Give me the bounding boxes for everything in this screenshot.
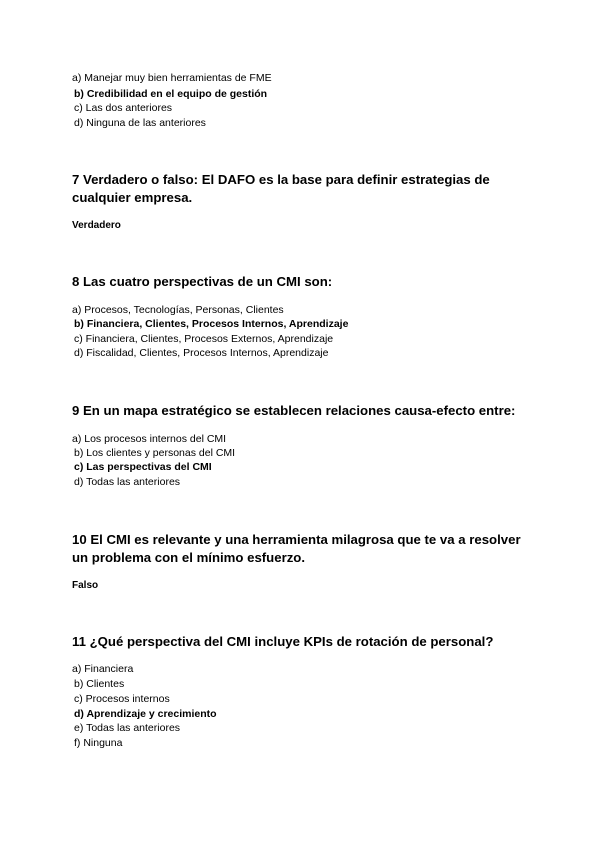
option-b: b) Los clientes y personas del CMI: [74, 447, 236, 459]
option-d: d) Ninguna de las anteriores: [74, 117, 206, 129]
option-b-correct: b) Credibilidad en el equipo de gestión: [74, 88, 268, 100]
question-9: 9 En un mapa estratégico se establecen relaciones causa-efecto entre:: [72, 403, 516, 418]
option-c: c) Financiera, Clientes, Procesos Externos, Aprendizaje: [74, 333, 334, 345]
option-b-correct: b) Financiera, Clientes, Procesos Internos, Aprendizaje: [74, 318, 349, 330]
option-d-correct: d) Aprendizaje y crecimiento: [74, 708, 217, 720]
option-e: e) Todas las anteriores: [74, 722, 181, 734]
option-a: a) Financiera: [72, 663, 134, 675]
question-11: 11 ¿Qué perspectiva del CMI incluye KPIs de rotación de personal?: [72, 634, 494, 649]
question-10: 10 El CMI es relevante y una herramienta milagrosa que te va a resolver un problema con el mínimo esfuerzo.: [72, 532, 521, 565]
option-a: a) Manejar muy bien herramientas de FME: [72, 72, 272, 84]
question-8: 8 Las cuatro perspectivas de un CMI son:: [72, 274, 333, 289]
option-d: d) Todas las anteriores: [74, 476, 181, 488]
option-a: a) Los procesos internos del CMI: [72, 433, 227, 445]
option-d: d) Fiscalidad, Clientes, Procesos Internos, Aprendizaje: [74, 347, 329, 359]
option-c-correct: c) Las perspectivas del CMI: [74, 461, 212, 473]
option-a: a) Procesos, Tecnologías, Personas, Clientes: [72, 304, 284, 316]
answer-10: Falso: [72, 580, 99, 591]
answer-7: Verdadero: [72, 220, 121, 231]
option-c: c) Las dos anteriores: [74, 102, 173, 114]
option-f: f) Ninguna: [74, 737, 123, 749]
option-c: c) Procesos internos: [74, 693, 170, 705]
option-b: b) Clientes: [74, 678, 125, 690]
question-7: 7 Verdadero o falso: El DAFO es la base para definir estrategias de cualquier empresa.: [72, 172, 490, 205]
